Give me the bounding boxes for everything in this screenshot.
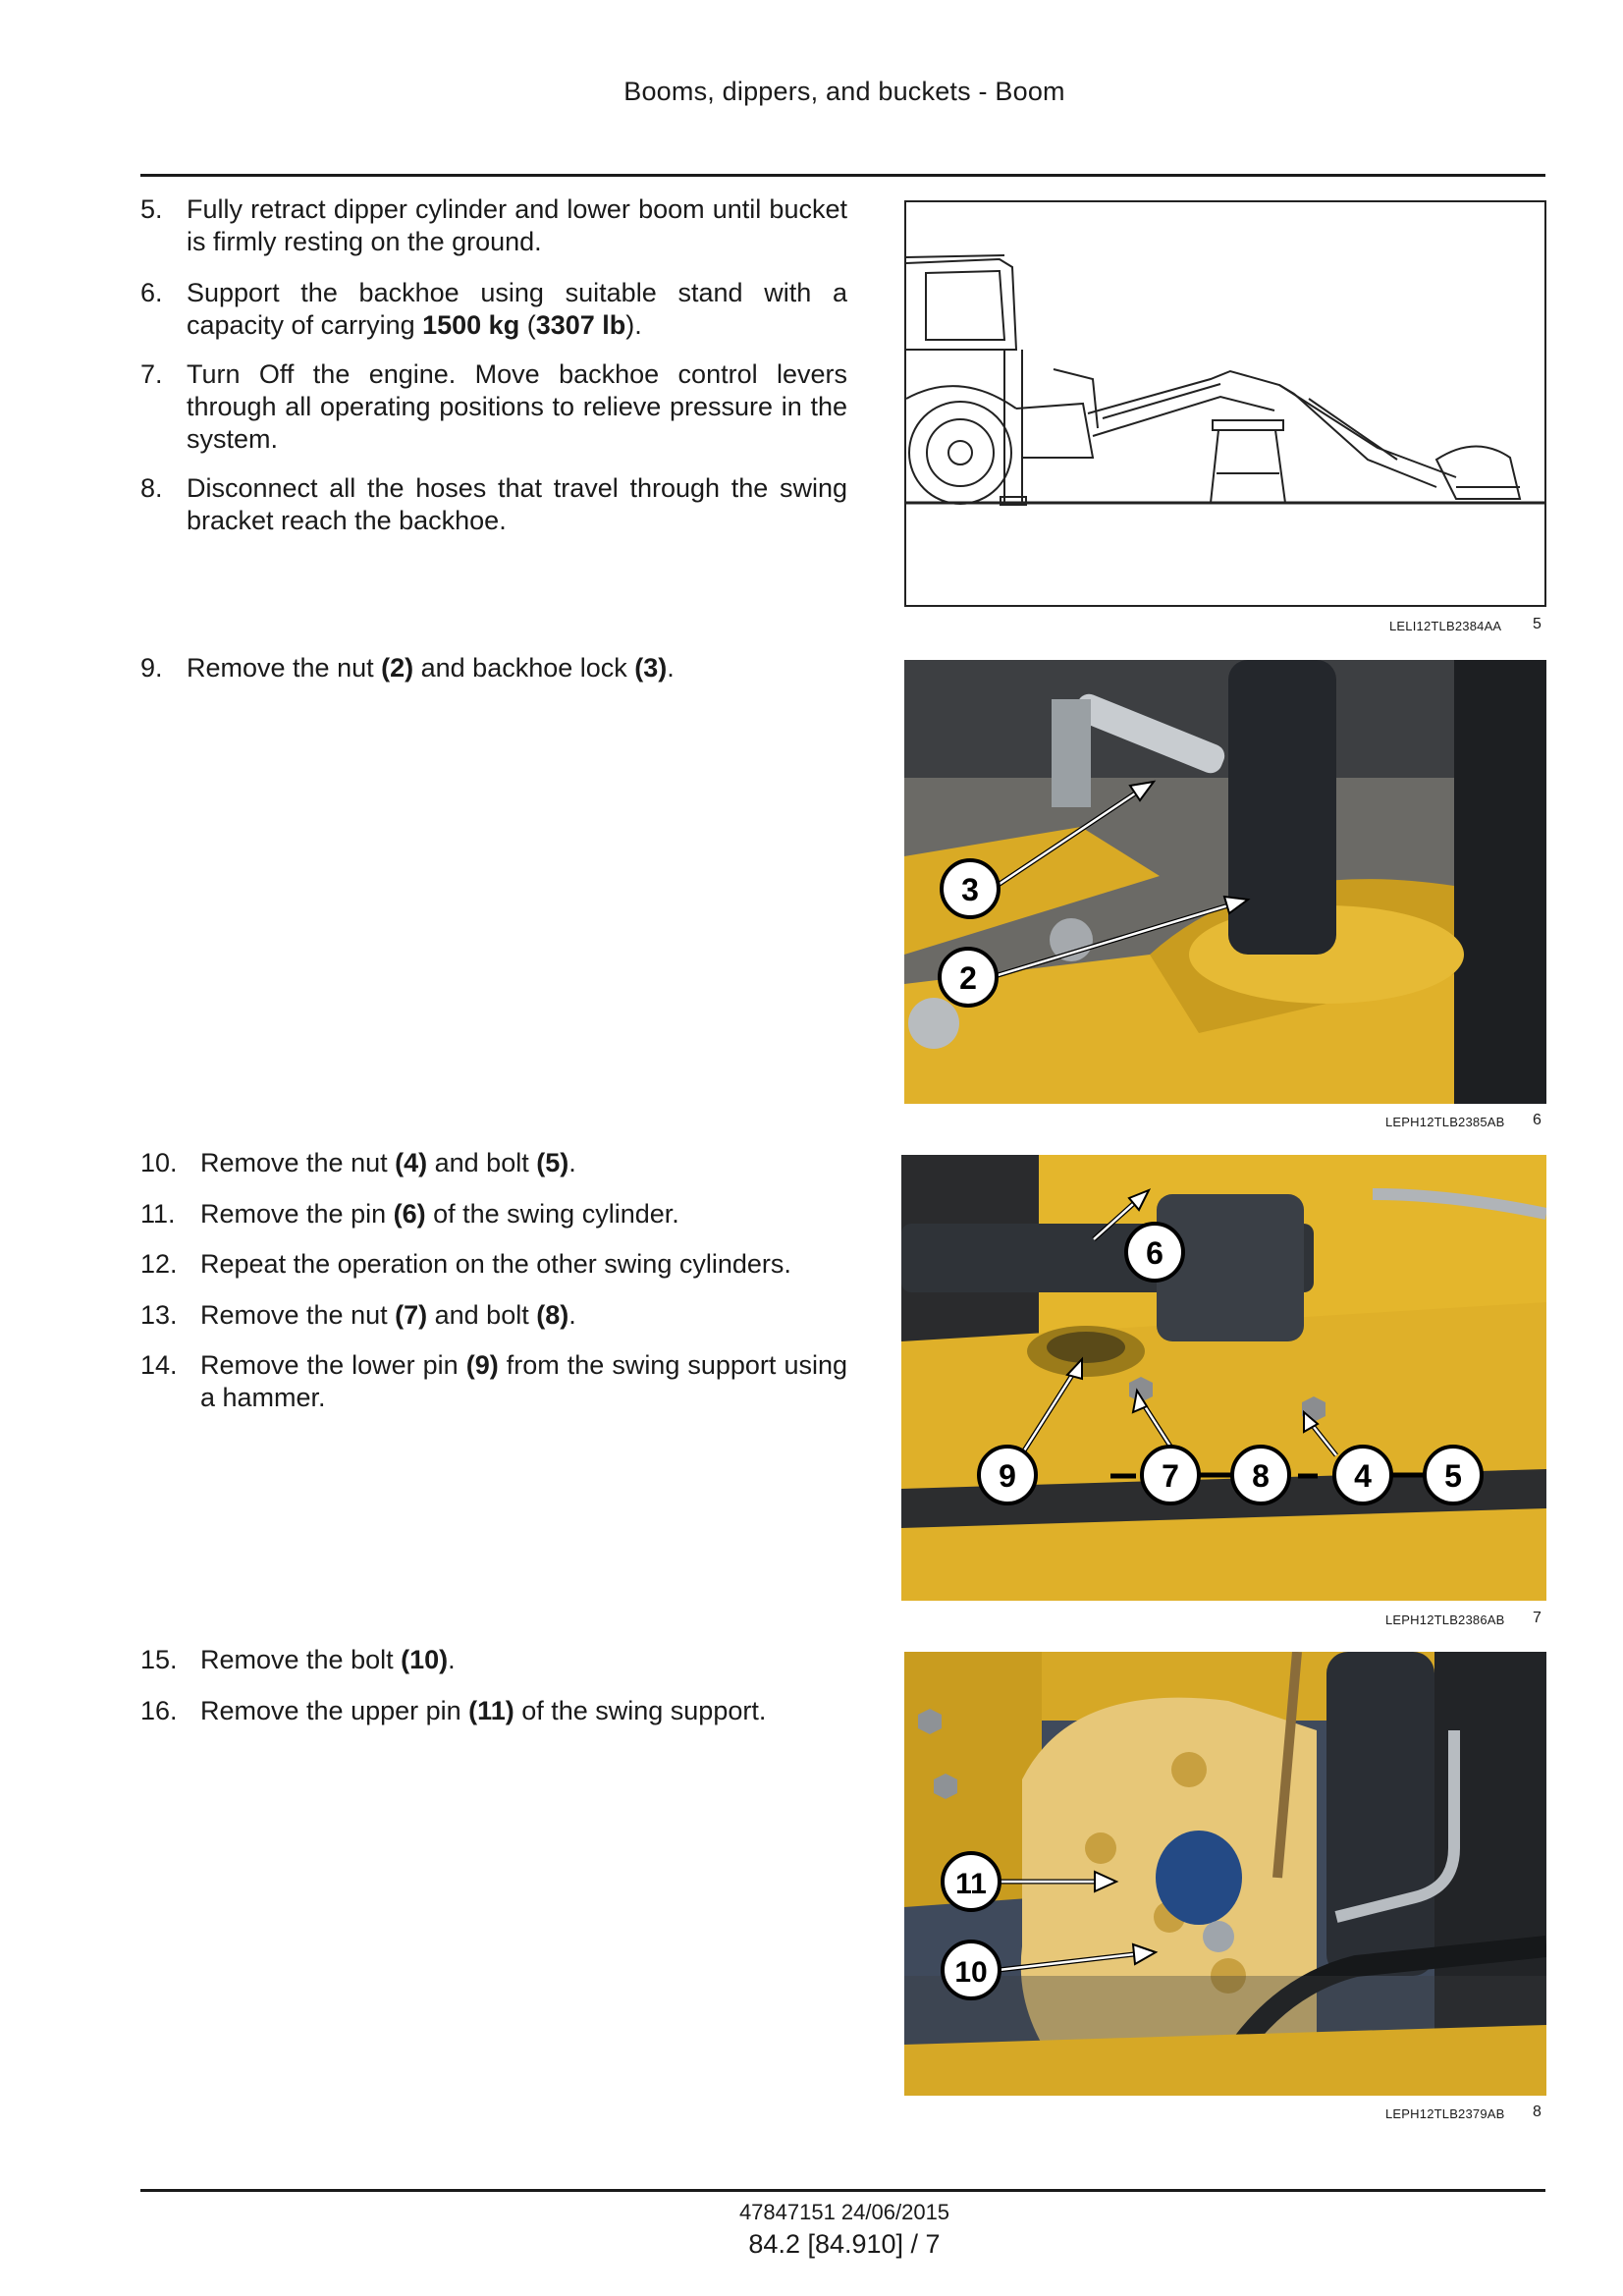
step-number: 16. [140,1696,178,1725]
step-6 [140,277,847,342]
step-text-run: . [448,1645,456,1674]
step-text-run: Disconnect all the hoses that travel through the swing bracket reach the backhoe. [187,473,847,535]
figure-7-code: LEPH12TLB2386AB [1385,1613,1505,1627]
step-reference: (3) [634,653,668,683]
figure-6-code: LEPH12TLB2385AB [1385,1115,1505,1129]
step-8 [140,472,847,537]
step-text-run: Remove the lower pin [200,1350,466,1380]
step-14 [140,1349,847,1414]
step-number: 10. [140,1148,178,1177]
step-text-run: and bolt [427,1300,537,1330]
step-10 [140,1147,847,1179]
figure-6-number: 6 [1533,1112,1542,1128]
figure-5-code: LELI12TLB2384AA [1389,619,1502,633]
callout-4: 4 [1354,1458,1372,1494]
step-5 [140,193,847,258]
step-text [200,1644,847,1676]
step-text-run: Remove the nut [187,653,382,683]
step-text-run: Remove the bolt [200,1645,402,1674]
step-text-run: Remove the upper pin [200,1696,469,1725]
step-reference: (5) [536,1148,569,1177]
step-15 [140,1644,847,1676]
step-text [200,1349,847,1414]
callout-8: 8 [1252,1458,1270,1494]
step-text-run: of the swing cylinder. [425,1199,679,1229]
step-9 [140,652,847,684]
step-text [187,652,847,684]
callout-3: 3 [961,872,979,907]
step-number: 15. [140,1645,178,1674]
footer-document-id: 47847151 24/06/2015 [738,2200,950,2224]
step-number: 13. [140,1300,178,1330]
footer-rule [140,2189,1545,2192]
step-text-run: and bolt [427,1148,537,1177]
step-text-run: Fully retract dipper cylinder and lower boom until bucket is firmly resting on the ground. [187,194,847,256]
step-text-run: of the swing support. [514,1696,767,1725]
step-text-run: Remove the pin [200,1199,394,1229]
step-text [200,1299,847,1332]
step-12 [140,1248,847,1281]
step-text-run: and backhoe lock [413,653,635,683]
step-text [200,1695,847,1727]
step-reference: (9) [465,1350,499,1380]
step-reference: (8) [536,1300,569,1330]
step-reference: (11) [468,1696,514,1725]
step-number: 12. [140,1249,178,1279]
callout-11: 11 [955,1868,987,1900]
step-reference: 1500 kg [422,310,520,340]
step-13 [140,1299,847,1332]
header-rule [140,174,1545,177]
step-text [187,193,847,258]
figure-7-photo [901,1155,1546,1601]
step-text-run: . [568,1148,576,1177]
step-text-run: Support the backhoe using suitable stand with a capacity of carrying [187,278,847,340]
callout-7: 7 [1162,1458,1179,1494]
step-text [187,358,847,456]
step-text-run: Remove the nut [200,1300,396,1330]
step-number: 7. [140,359,163,389]
step-reference: (4) [395,1148,428,1177]
step-text-run: . [667,653,675,683]
callout-6: 6 [1146,1235,1163,1271]
page-header-title: Booms, dippers, and buckets - Boom [623,77,1065,106]
figure-8-photo [904,1652,1546,2096]
step-reference: 3307 lb [535,310,626,340]
callout-10: 10 [954,1956,988,1989]
step-reference: (2) [381,653,414,683]
step-number: 9. [140,653,163,683]
step-number: 11. [140,1199,176,1229]
callout-2: 2 [959,960,977,996]
step-number: 5. [140,194,163,224]
footer-page-number: 84.2 [84.910] / 7 [748,2229,941,2259]
step-text-run: Remove the nut [200,1148,396,1177]
step-text-run: . [568,1300,576,1330]
step-11 [140,1198,847,1230]
step-number: 8. [140,473,163,503]
step-reference: (7) [395,1300,428,1330]
step-reference: (6) [393,1199,426,1229]
step-text [200,1198,847,1230]
figure-5-number: 5 [1533,616,1542,632]
callout-5: 5 [1444,1458,1462,1494]
figure-7-number: 7 [1533,1610,1542,1626]
figure-5-backhoe-drawing [904,200,1546,607]
step-text [200,1147,847,1179]
step-reference: (10) [401,1645,449,1674]
figure-8-code: LEPH12TLB2379AB [1385,2106,1505,2121]
step-text [187,472,847,537]
step-text-run: ). [625,310,642,340]
step-text-run: Turn Off the engine. Move backhoe control levers through all operating positions to relieve pressure in the system. [187,359,847,454]
step-text [187,277,847,342]
step-text-run: from the swing support using a hammer. [200,1350,847,1412]
figure-8-number: 8 [1533,2104,1542,2120]
step-16 [140,1695,847,1727]
step-number: 6. [140,278,163,307]
step-text-run: Repeat the operation on the other swing cylinders. [200,1249,791,1279]
callout-9: 9 [999,1458,1016,1494]
figure-6-photo [904,660,1546,1104]
step-text [200,1248,847,1281]
step-7 [140,358,847,456]
step-text-run: ( [519,310,536,340]
step-number: 14. [140,1350,178,1380]
